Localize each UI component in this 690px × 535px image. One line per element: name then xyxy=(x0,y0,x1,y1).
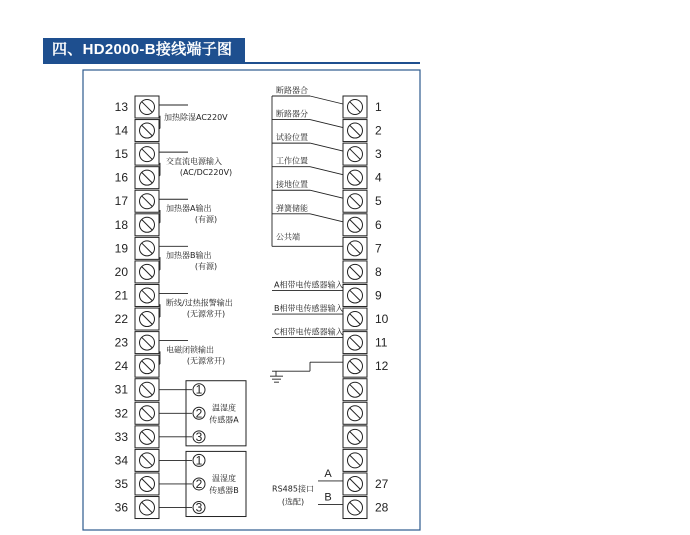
contact-label: 弹簧储能 xyxy=(276,203,308,213)
contact-wire xyxy=(310,214,343,222)
left-terminal-16 xyxy=(135,167,159,189)
right-terminal-blank-14 xyxy=(343,426,367,448)
right-terminal-number: 7 xyxy=(375,241,382,256)
sensor-pin-number: 2 xyxy=(195,406,203,421)
right-terminal-number: 28 xyxy=(375,500,389,515)
left-terminal-14 xyxy=(135,120,159,142)
right-terminal-number: 27 xyxy=(375,476,389,491)
left-terminal-number: 20 xyxy=(114,264,128,279)
diagram-frame xyxy=(83,70,420,530)
left-terminal-34 xyxy=(135,449,159,471)
contact-label: 断路器合 xyxy=(276,86,308,95)
left-label: 交直流电源输入 xyxy=(166,156,222,166)
contact-label: 断路器分 xyxy=(276,109,308,119)
right-terminal-8 xyxy=(343,261,367,283)
contact-label: 接地位置 xyxy=(276,180,308,190)
left-terminal-number: 19 xyxy=(114,241,128,256)
left-terminal-number: 33 xyxy=(114,429,128,444)
right-terminal-number: 8 xyxy=(375,264,382,279)
left-terminal-35 xyxy=(135,473,159,495)
left-terminal-number: 31 xyxy=(114,382,128,397)
rs485-label-sub: (选配) xyxy=(281,497,305,507)
contact-label: 试验位置 xyxy=(276,133,308,143)
left-terminal-22 xyxy=(135,308,159,330)
sensor-label: 温湿度 xyxy=(212,403,236,413)
common-label: 公共端 xyxy=(276,232,300,242)
left-terminal-number: 36 xyxy=(114,500,128,515)
right-terminal-number: 9 xyxy=(375,288,382,303)
right-terminal-blank-13 xyxy=(343,402,367,424)
left-label: 加热器B输出 xyxy=(166,251,212,261)
left-terminal-36 xyxy=(135,497,159,519)
right-terminal-number: 11 xyxy=(375,335,388,350)
left-terminal-number: 32 xyxy=(114,406,128,421)
left-terminal-33 xyxy=(135,426,159,448)
left-terminal-number: 17 xyxy=(114,194,128,209)
right-terminal-3 xyxy=(343,143,367,165)
left-terminal-number: 24 xyxy=(114,359,128,374)
contact-wire xyxy=(310,120,343,128)
left-terminal-19 xyxy=(135,237,159,259)
right-terminal-number: 12 xyxy=(375,359,389,374)
label-heater-dehumidify: 加热除湿AC220V xyxy=(164,113,228,122)
right-terminal-blank-12 xyxy=(343,379,367,401)
right-terminal-number: 5 xyxy=(375,194,382,209)
left-label-sub: (有源) xyxy=(194,262,218,272)
right-terminal-28 xyxy=(343,497,367,519)
left-terminal-number: 35 xyxy=(114,476,128,491)
right-terminal-number: 3 xyxy=(375,147,382,162)
right-terminal-blank-15 xyxy=(343,449,367,471)
left-terminal-number: 21 xyxy=(114,288,128,303)
left-terminal-number: 23 xyxy=(114,335,128,350)
right-terminal-9 xyxy=(343,284,367,306)
rs485-a-label: A xyxy=(324,467,332,480)
left-terminal-20 xyxy=(135,261,159,283)
right-terminal-10 xyxy=(343,308,367,330)
left-label: 电磁闭锁输出 xyxy=(166,345,214,355)
right-terminal-6 xyxy=(343,214,367,236)
left-label-sub: (无源常开) xyxy=(186,309,226,319)
left-terminal-number: 16 xyxy=(114,170,128,185)
left-terminal-number: 34 xyxy=(114,453,128,468)
sensor-label: 传感器A xyxy=(209,415,239,425)
left-terminal-24 xyxy=(135,355,159,377)
left-terminal-13 xyxy=(135,96,159,118)
left-terminal-number: 18 xyxy=(114,217,128,232)
left-terminal-18 xyxy=(135,214,159,236)
sensor-pin-number: 3 xyxy=(195,500,203,515)
left-terminal-number: 15 xyxy=(114,147,128,162)
right-terminal-4 xyxy=(343,167,367,189)
sensor-pin-number: 3 xyxy=(195,429,203,444)
contact-wire xyxy=(310,96,343,104)
left-label: 加热器A输出 xyxy=(166,204,212,214)
right-terminal-7 xyxy=(343,237,367,259)
sensor-label: 传感器B xyxy=(209,485,239,495)
contact-label: 工作位置 xyxy=(276,156,308,166)
left-terminal-21 xyxy=(135,284,159,306)
phase-sensor-label: C相带电传感器输入 xyxy=(274,327,344,337)
left-label-sub: (无源常开) xyxy=(186,356,226,366)
rs485-label: RS485接口 xyxy=(272,484,314,494)
left-terminal-15 xyxy=(135,143,159,165)
sensor-pin-number: 1 xyxy=(195,382,203,397)
right-terminal-11 xyxy=(343,332,367,354)
left-label-sub: (AC/DC220V) xyxy=(179,167,233,177)
sensor-label: 温湿度 xyxy=(212,473,236,483)
sensor-pin-number: 1 xyxy=(195,453,203,468)
left-terminal-32 xyxy=(135,402,159,424)
phase-sensor-label: B相带电传感器输入 xyxy=(274,304,344,314)
left-terminal-number: 22 xyxy=(114,312,128,327)
left-terminal-number: 13 xyxy=(114,100,128,114)
left-label: 断线/过热报警输出 xyxy=(166,298,233,308)
left-label-sub: (有源) xyxy=(194,215,218,225)
contact-wire xyxy=(310,167,343,175)
contact-wire xyxy=(310,190,343,198)
right-terminal-number: 4 xyxy=(375,170,382,185)
right-terminal-number: 10 xyxy=(375,312,389,327)
left-terminal-17 xyxy=(135,190,159,212)
section-title: 四、HD2000-B接线端子图 xyxy=(43,38,245,62)
left-terminal-number: 14 xyxy=(114,123,128,138)
contact-wire xyxy=(310,143,343,151)
right-terminal-1 xyxy=(343,96,367,118)
right-terminal-2 xyxy=(343,120,367,142)
right-terminal-5 xyxy=(343,190,367,212)
right-terminal-number: 2 xyxy=(375,123,382,138)
left-terminal-23 xyxy=(135,332,159,354)
rs485-b-label: B xyxy=(324,491,332,504)
left-terminal-31 xyxy=(135,379,159,401)
phase-sensor-label: A相带电传感器输入 xyxy=(274,280,344,290)
right-terminal-number: 6 xyxy=(375,217,382,232)
sensor-pin-number: 2 xyxy=(195,476,203,491)
right-terminal-12 xyxy=(343,355,367,377)
right-terminal-27 xyxy=(343,473,367,495)
right-terminal-number: 1 xyxy=(375,100,382,114)
